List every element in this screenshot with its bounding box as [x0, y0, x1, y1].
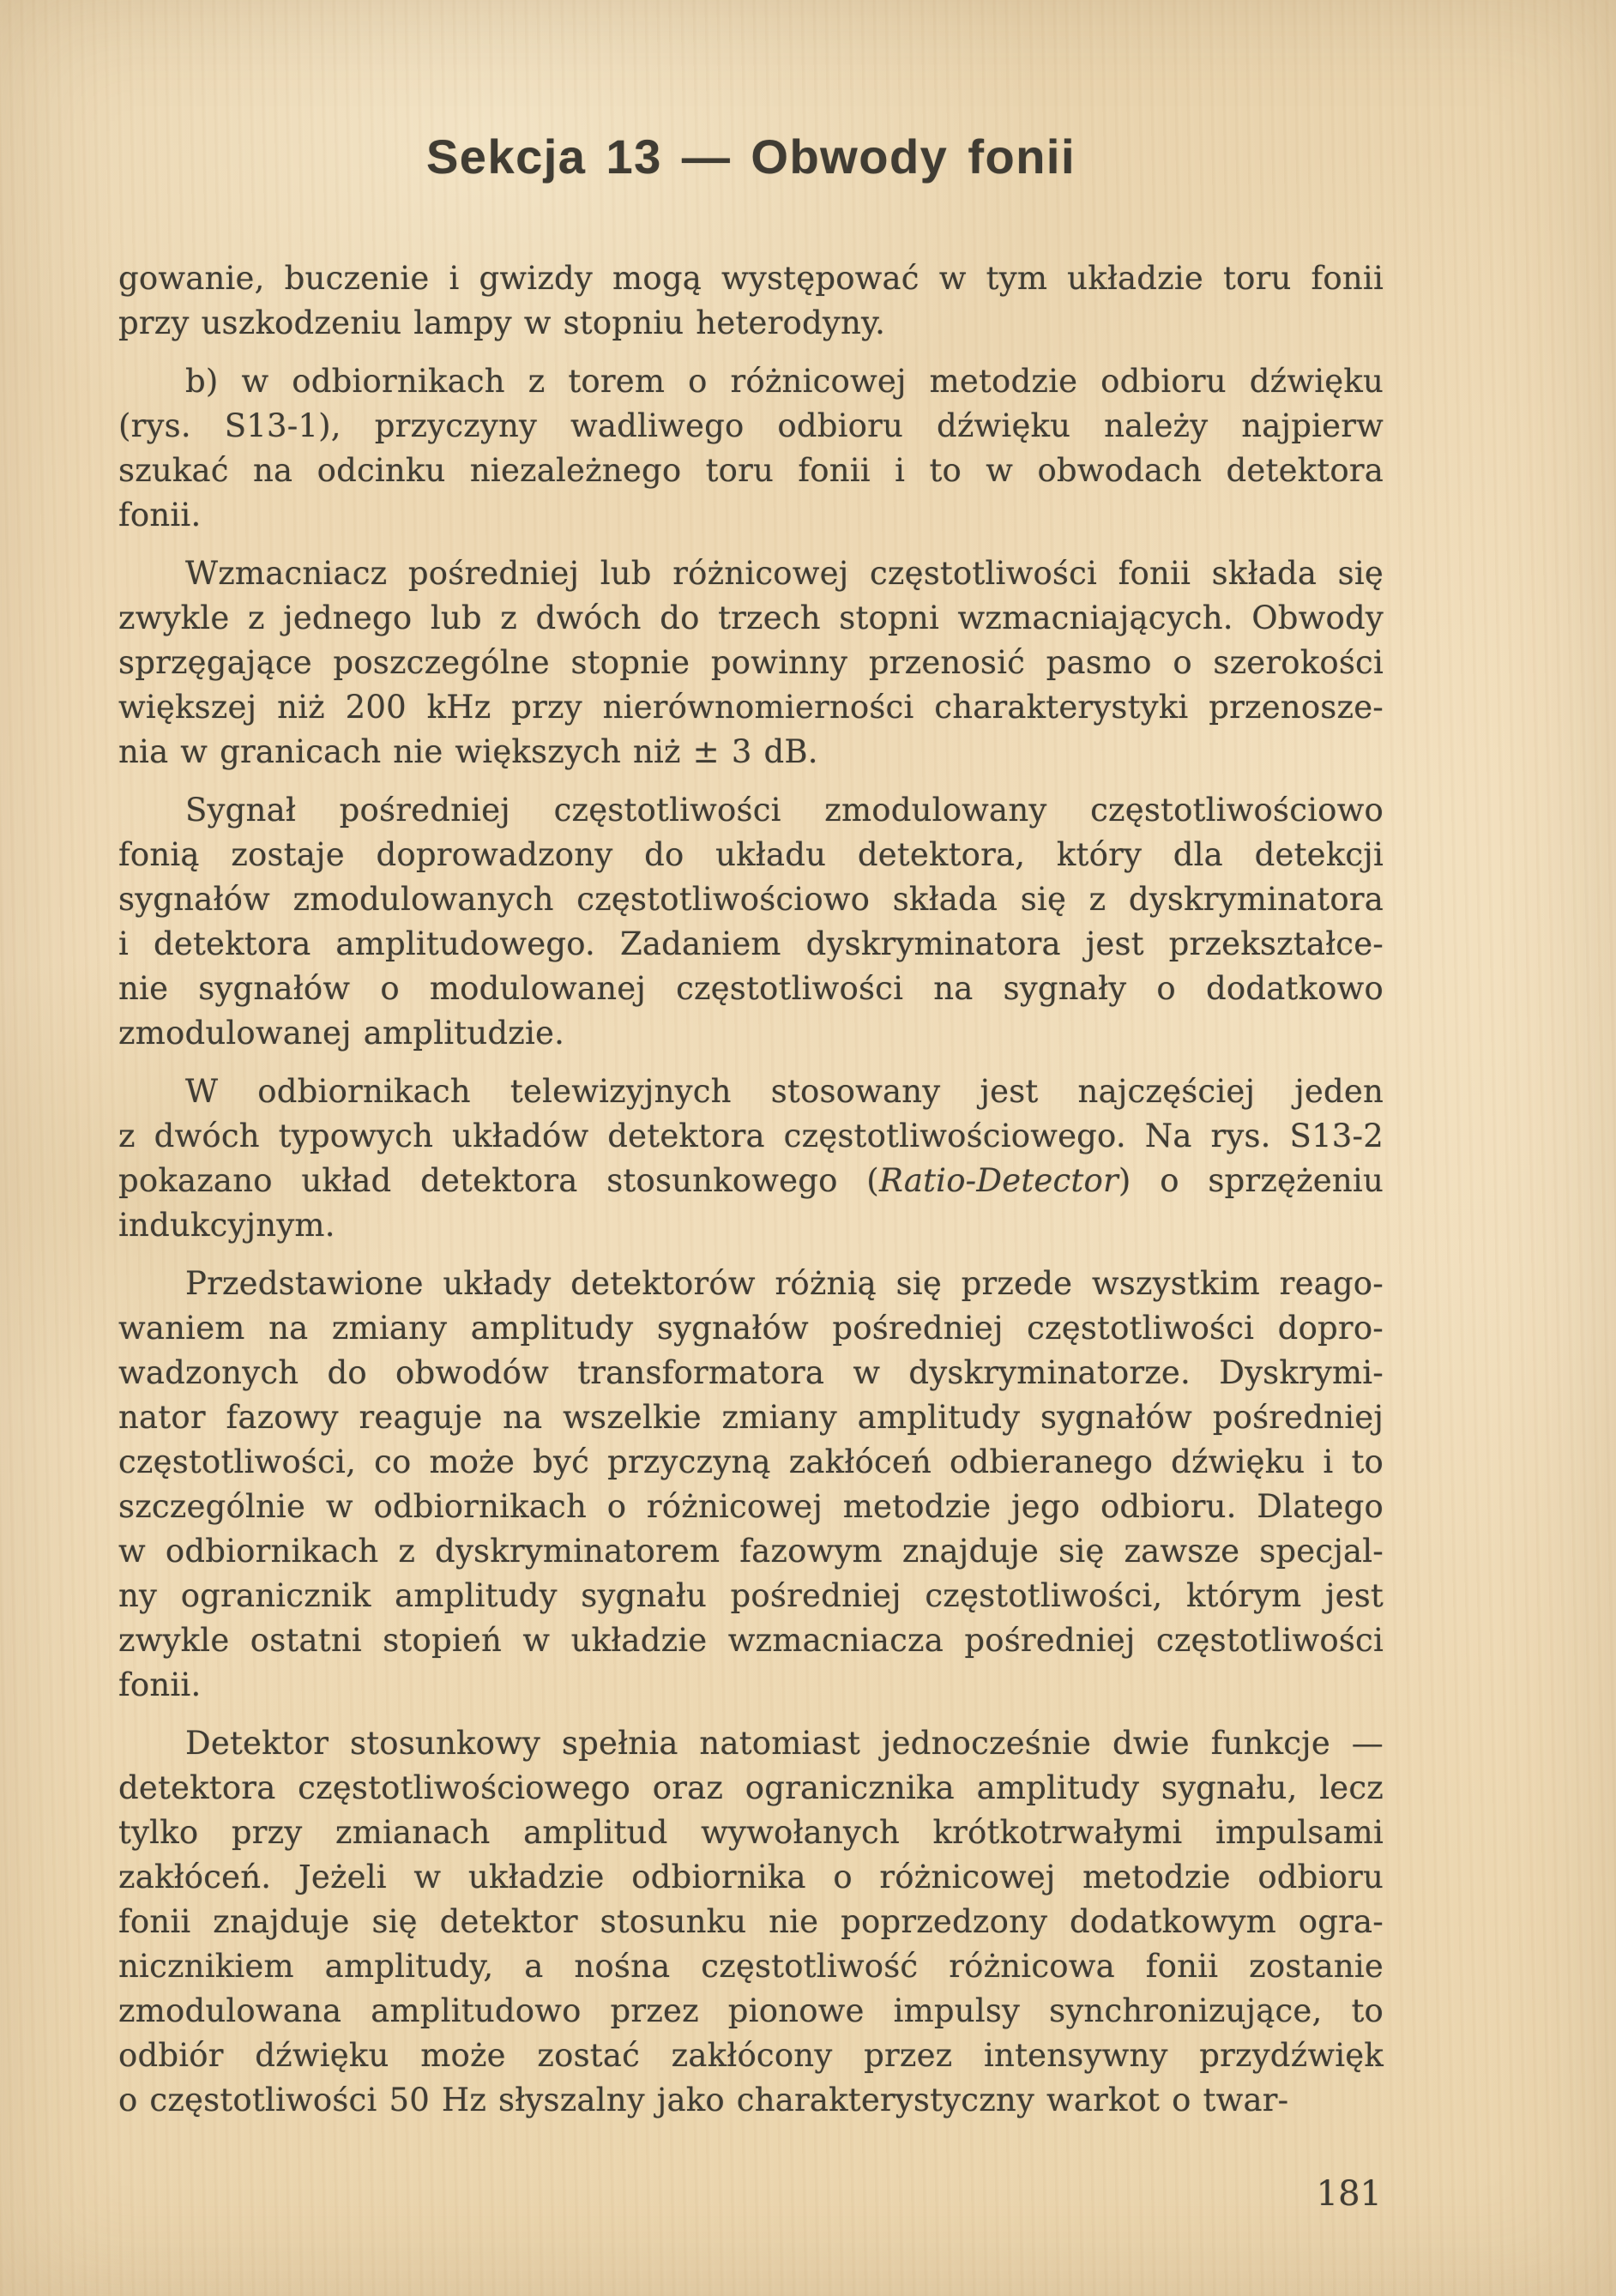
text-line: szczególnie w odbiornikach o różnicowej metodzie jego odbioru. Dlatego [118, 1488, 1384, 1525]
text-line: zmodulowana amplitudowo przez pionowe impulsy synchronizujące, to [118, 1992, 1384, 2029]
text-line: fonii znajduje się detektor stosunku nie poprzedzony dodatkowym ogra- [118, 1903, 1384, 1940]
text-line: fonii. [118, 1666, 202, 1703]
text-line: w odbiornikach z dyskryminatorem fazowym znajduje się zawsze specjal- [118, 1533, 1384, 1570]
text-segment: ) o sprzężeniu [1118, 1162, 1384, 1199]
paragraph [118, 359, 1384, 538]
text-line: ny ogranicznik amplitudy sygnału pośredniej częstotliwości, którym jest [118, 1577, 1384, 1614]
text-line: nie sygnałów o modulowanej częstotliwości na sygnały o dodatkowo [118, 970, 1384, 1007]
text-line: o częstotliwości 50 Hz słyszalny jako charakterystyczny warkot o twar- [118, 2082, 1289, 2118]
text-line: Wzmacniacz pośredniej lub różnicowej częstotliwości fonii składa się [185, 555, 1384, 592]
page-number: 181 [1316, 2174, 1382, 2214]
text-line: zakłóceń. Jeżeli w układzie odbiornika o różnicowej metodzie odbioru [118, 1859, 1384, 1895]
section-title: Sekcja 13 — Obwody fonii [425, 130, 1076, 184]
text-line: z dwóch typowych układów detektora częstotliwościowego. Na rys. S13-2 [118, 1118, 1384, 1154]
text-line [118, 1159, 1384, 1203]
text-line: nator fazowy reaguje na wszelkie zmiany amplitudy sygnałów pośredniej [118, 1399, 1384, 1436]
text-line: gowanie, buczenie i gwizdy mogą występować w tym układzie toru fonii [118, 260, 1384, 297]
paragraph [118, 551, 1384, 774]
paragraph [118, 1721, 1384, 2123]
text-line: b) w odbiornikach z torem o różnicowej metodzie odbioru dźwięku [185, 363, 1384, 400]
text-line: Sygnał pośredniej częstotliwości zmodulowany częstotliwościowo [185, 792, 1384, 829]
text-line: większej niż 200 kHz przy nierównomierności charakterystyki przenosze- [118, 689, 1384, 726]
text-line: W odbiornikach telewizyjnych stosowany jest najczęściej jeden [185, 1073, 1384, 1110]
text-line: zwykle z jednego lub z dwóch do trzech stopni wzmacniających. Obwody [118, 600, 1384, 636]
italic-term: Ratio-Detector [878, 1162, 1119, 1199]
text-column [118, 0, 1384, 2214]
text-line: nicznikiem amplitudy, a nośna częstotliwość różnicowa fonii zostanie [118, 1948, 1384, 1985]
text-line: fonii. [118, 497, 202, 533]
text-line: sprzęgające poszczególne stopnie powinny przenosić pasmo o szerokości [118, 644, 1384, 681]
text-line: tylko przy zmianach amplitud wywołanych krótkotrwałymi impulsami [118, 1814, 1384, 1851]
body-text [118, 256, 1384, 2123]
paragraph [118, 256, 1384, 346]
text-line: Przedstawione układy detektorów różnią się przede wszystkim reago- [185, 1265, 1384, 1302]
text-line: nia w granicach nie większych niż ± 3 dB. [118, 733, 818, 770]
text-line: indukcyjnym. [118, 1207, 335, 1244]
text-line: przy uszkodzeniu lampy w stopniu heterodyny. [118, 304, 886, 341]
text-line: i detektora amplitudowego. Zadaniem dyskryminatora jest przekształce- [118, 925, 1384, 962]
text-line: detektora częstotliwościowego oraz ogranicznika amplitudy sygnału, lecz [118, 1769, 1384, 1806]
text-line: (rys. S13-1), przyczyny wadliwego odbioru dźwięku należy najpierw [118, 407, 1384, 444]
text-line: szukać na odcinku niezależnego toru fonii i to w obwodach detektora [118, 452, 1384, 489]
text-line: odbiór dźwięku może zostać zakłócony przez intensywny przydźwięk [118, 2037, 1384, 2074]
text-line: fonią zostaje doprowadzony do układu detektora, który dla detekcji [118, 836, 1384, 873]
text-line: waniem na zmiany amplitudy sygnałów pośredniej częstotliwości dopro- [118, 1310, 1384, 1347]
text-segment: pokazano układ detektora stosunkowego ( [118, 1162, 879, 1199]
text-line: częstotliwości, co może być przyczyną zakłóceń odbieranego dźwięku i to [118, 1443, 1384, 1480]
text-line: zwykle ostatni stopień w układzie wzmacniacza pośredniej częstotliwości [118, 1622, 1384, 1659]
text-line: zmodulowanej amplitudzie. [118, 1015, 565, 1052]
paragraph [118, 1070, 1384, 1248]
text-line: wadzonych do obwodów transformatora w dyskryminatorze. Dyskrymi- [118, 1354, 1384, 1391]
text-line: sygnałów zmodulowanych częstotliwościowo składa się z dyskryminatora [118, 881, 1384, 918]
paragraph [118, 1262, 1384, 1708]
text-line: Detektor stosunkowy spełnia natomiast jednocześnie dwie funkcje — [185, 1725, 1384, 1762]
paragraph [118, 788, 1384, 1056]
